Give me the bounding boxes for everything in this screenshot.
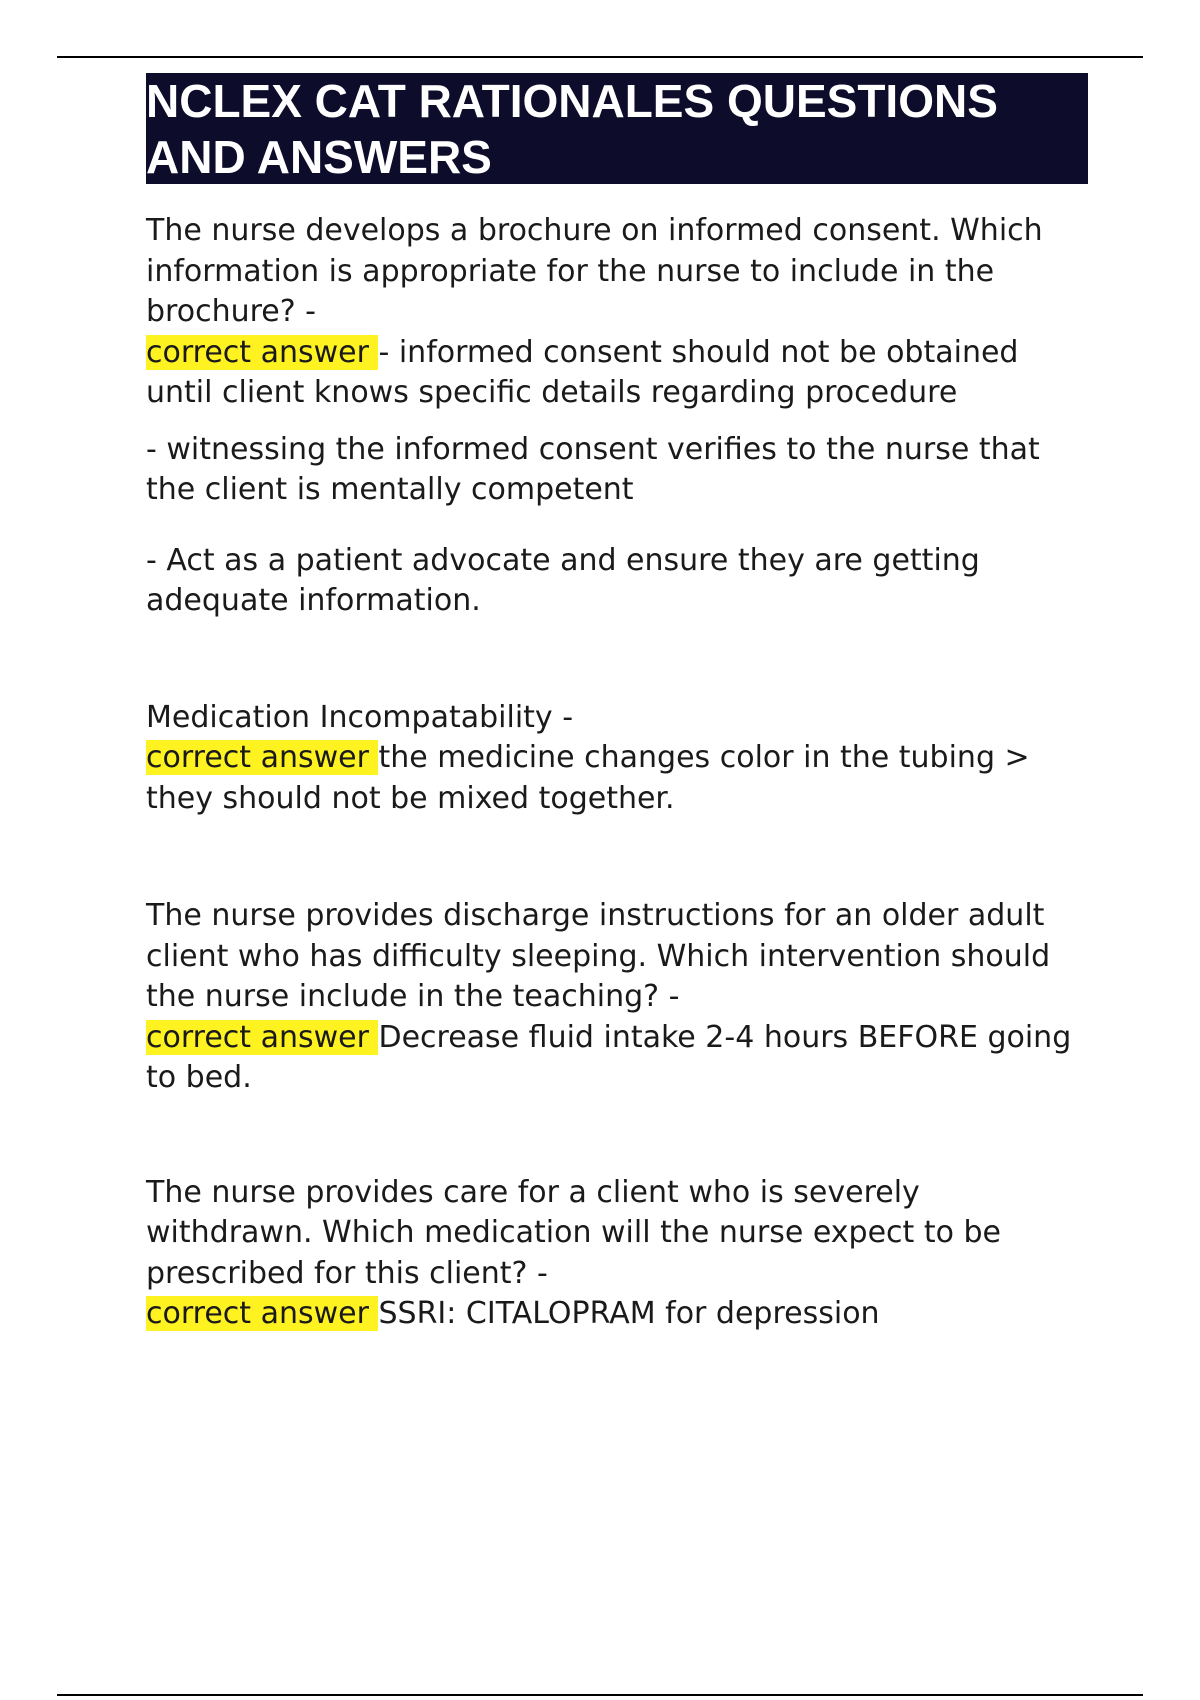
answer-text: - informed consent should not be obtained until client knows specific details regarding procedure [146, 334, 1019, 410]
document-body [146, 73, 1088, 1335]
correct-answer-highlight: correct answer [146, 740, 379, 775]
qa-item-4 [146, 1173, 1088, 1335]
question-text: The nurse develops a brochure on informed consent. Which information is appropriate for the nurse to include in the brochure? - [146, 213, 1043, 329]
top-divider [57, 56, 1143, 58]
answer-text: SSRI: CITALOPRAM for depression [378, 1296, 880, 1331]
question-text: The nurse provides care for a client who is severely withdrawn. Which medication will the nurse expect to be prescribed for this client? - [146, 1174, 1001, 1291]
correct-answer-highlight: correct answer [146, 334, 379, 370]
question-text: Medication Incompatability - [146, 699, 574, 735]
answer-line [146, 1294, 1088, 1335]
qa-item-2 [146, 698, 1088, 820]
bottom-divider [57, 1694, 1143, 1696]
correct-answer-highlight: correct answer [146, 1019, 379, 1055]
question-text: The nurse provides discharge instructions for an older adult client who has difficulty sleeping. Which intervention should the nurse include in the teaching? - [146, 898, 1051, 1014]
answer-line [146, 1018, 1088, 1099]
qa-item-1 [146, 211, 1088, 622]
answer-extra: - witnessing the informed consent verifies to the nurse that the client is mentally competent [146, 431, 1040, 507]
document-title: NCLEX CAT RATIONALES QUESTIONS AND ANSWERS [146, 73, 1088, 184]
answer-text: the medicine changes color in the tubing > they should not be mixed together. [146, 740, 1030, 816]
answer-line [146, 333, 1088, 414]
qa-item-3 [146, 896, 1088, 1099]
answer-text: Decrease fluid intake 2-4 hours BEFORE going to bed. [146, 1019, 1072, 1095]
answer-extra: - Act as a patient advocate and ensure they are getting adequate information. [146, 542, 980, 618]
answer-line [146, 738, 1088, 819]
correct-answer-highlight: correct answer [146, 1296, 379, 1331]
